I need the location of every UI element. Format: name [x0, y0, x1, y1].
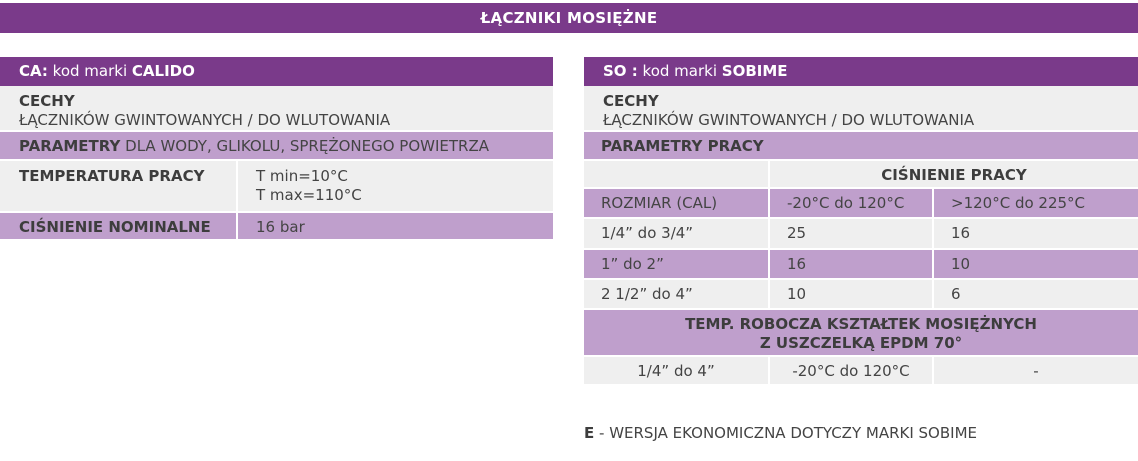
- calido-header-text: kod marki: [47, 62, 132, 80]
- row-size: 2 1/2” do 4”: [584, 280, 770, 308]
- row-low-temp: 25: [770, 219, 934, 248]
- sobime-temp-title: [584, 310, 1138, 355]
- sobime-pressure-title: CIŚNIENIE PRACY: [881, 166, 1027, 184]
- sobime-header-text: kod marki: [637, 62, 722, 80]
- sobime-features-title: CECHY: [603, 92, 659, 110]
- sobime-code: SO :: [603, 62, 638, 80]
- calido-temp-max: T max=110°C: [256, 186, 362, 204]
- column-high-temp: >120°C do 225°C: [951, 194, 1086, 212]
- row-high-temp: 16: [934, 219, 1138, 248]
- sobime-temp-row: [584, 357, 1138, 386]
- section-banner: ŁĄCZNIKI MOSIĘŻNE: [0, 3, 1138, 33]
- column-low-temp: -20°C do 120°C: [770, 189, 934, 217]
- sobime-params-title: PARAMETRY PRACY: [601, 137, 764, 155]
- calido-brand: CALIDO: [131, 62, 195, 80]
- calido-pressure-row: [0, 213, 553, 241]
- temp-range: -20°C do 120°C: [770, 357, 934, 384]
- sobime-columns-row: [584, 189, 1138, 219]
- calido-header: [0, 57, 553, 86]
- sobime-pressure-title-row: [584, 161, 1138, 189]
- table-row: [584, 219, 1138, 250]
- calido-features: [0, 86, 553, 132]
- calido-temp-row: [0, 161, 553, 213]
- calido-pressure-label: CIŚNIENIE NOMINALNE: [0, 213, 238, 239]
- temp-size: 1/4” do 4”: [584, 357, 770, 384]
- column-size: ROZMIAR (CAL): [584, 189, 770, 217]
- sobime-features-text: ŁĄCZNIKÓW GWINTOWANYCH / DO WLUTOWANIA: [603, 111, 975, 129]
- row-size: 1/4” do 3/4”: [584, 219, 770, 248]
- calido-pressure-value: 16 bar: [256, 218, 305, 236]
- sobime-empty-cell: [584, 161, 770, 187]
- calido-features-text: ŁĄCZNIKÓW GWINTOWANYCH / DO WLUTOWANIA: [19, 111, 391, 129]
- row-size: 1” do 2”: [584, 250, 770, 278]
- sobime-temp-title-line1: TEMP. ROBOCZA KSZTAŁTEK MOSIĘŻNYCH: [685, 315, 1037, 333]
- table-row: [584, 250, 1138, 280]
- calido-temp-label: TEMPERATURA PRACY: [0, 161, 238, 211]
- calido-params-title: PARAMETRY: [19, 137, 121, 155]
- sobime-features: [584, 86, 1138, 132]
- sobime-params-row: [584, 132, 1138, 161]
- sobime-brand: SOBIME: [721, 62, 788, 80]
- row-high-temp: 10: [951, 255, 971, 273]
- sobime-temp-title-line2: Z USZCZELKĄ EPDM 70°: [759, 334, 963, 352]
- footnote-text: - WERSJA EKONOMICZNA DOTYCZY MARKI SOBIME: [594, 424, 977, 442]
- temp-high: -: [1033, 362, 1039, 380]
- calido-temp-value: [238, 161, 553, 211]
- calido-params: [0, 132, 553, 159]
- row-low-temp: 10: [770, 280, 934, 308]
- table-row: [584, 280, 1138, 310]
- calido-params-row: [0, 132, 553, 161]
- calido-code: CA:: [19, 62, 48, 80]
- sobime-header: [584, 57, 1138, 86]
- calido-panel: [0, 57, 553, 241]
- footnote: [584, 424, 977, 443]
- sobime-temp-title-row: [584, 310, 1138, 357]
- calido-temp-min: T min=10°C: [256, 167, 348, 185]
- row-high-temp: 6: [951, 285, 961, 303]
- calido-features-title: CECHY: [19, 92, 75, 110]
- row-low-temp: 16: [770, 250, 934, 278]
- sobime-panel: [584, 57, 1138, 386]
- calido-params-text: DLA WODY, GLIKOLU, SPRĘŻONEGO POWIETRZA: [120, 137, 490, 155]
- footnote-letter: E: [584, 424, 595, 442]
